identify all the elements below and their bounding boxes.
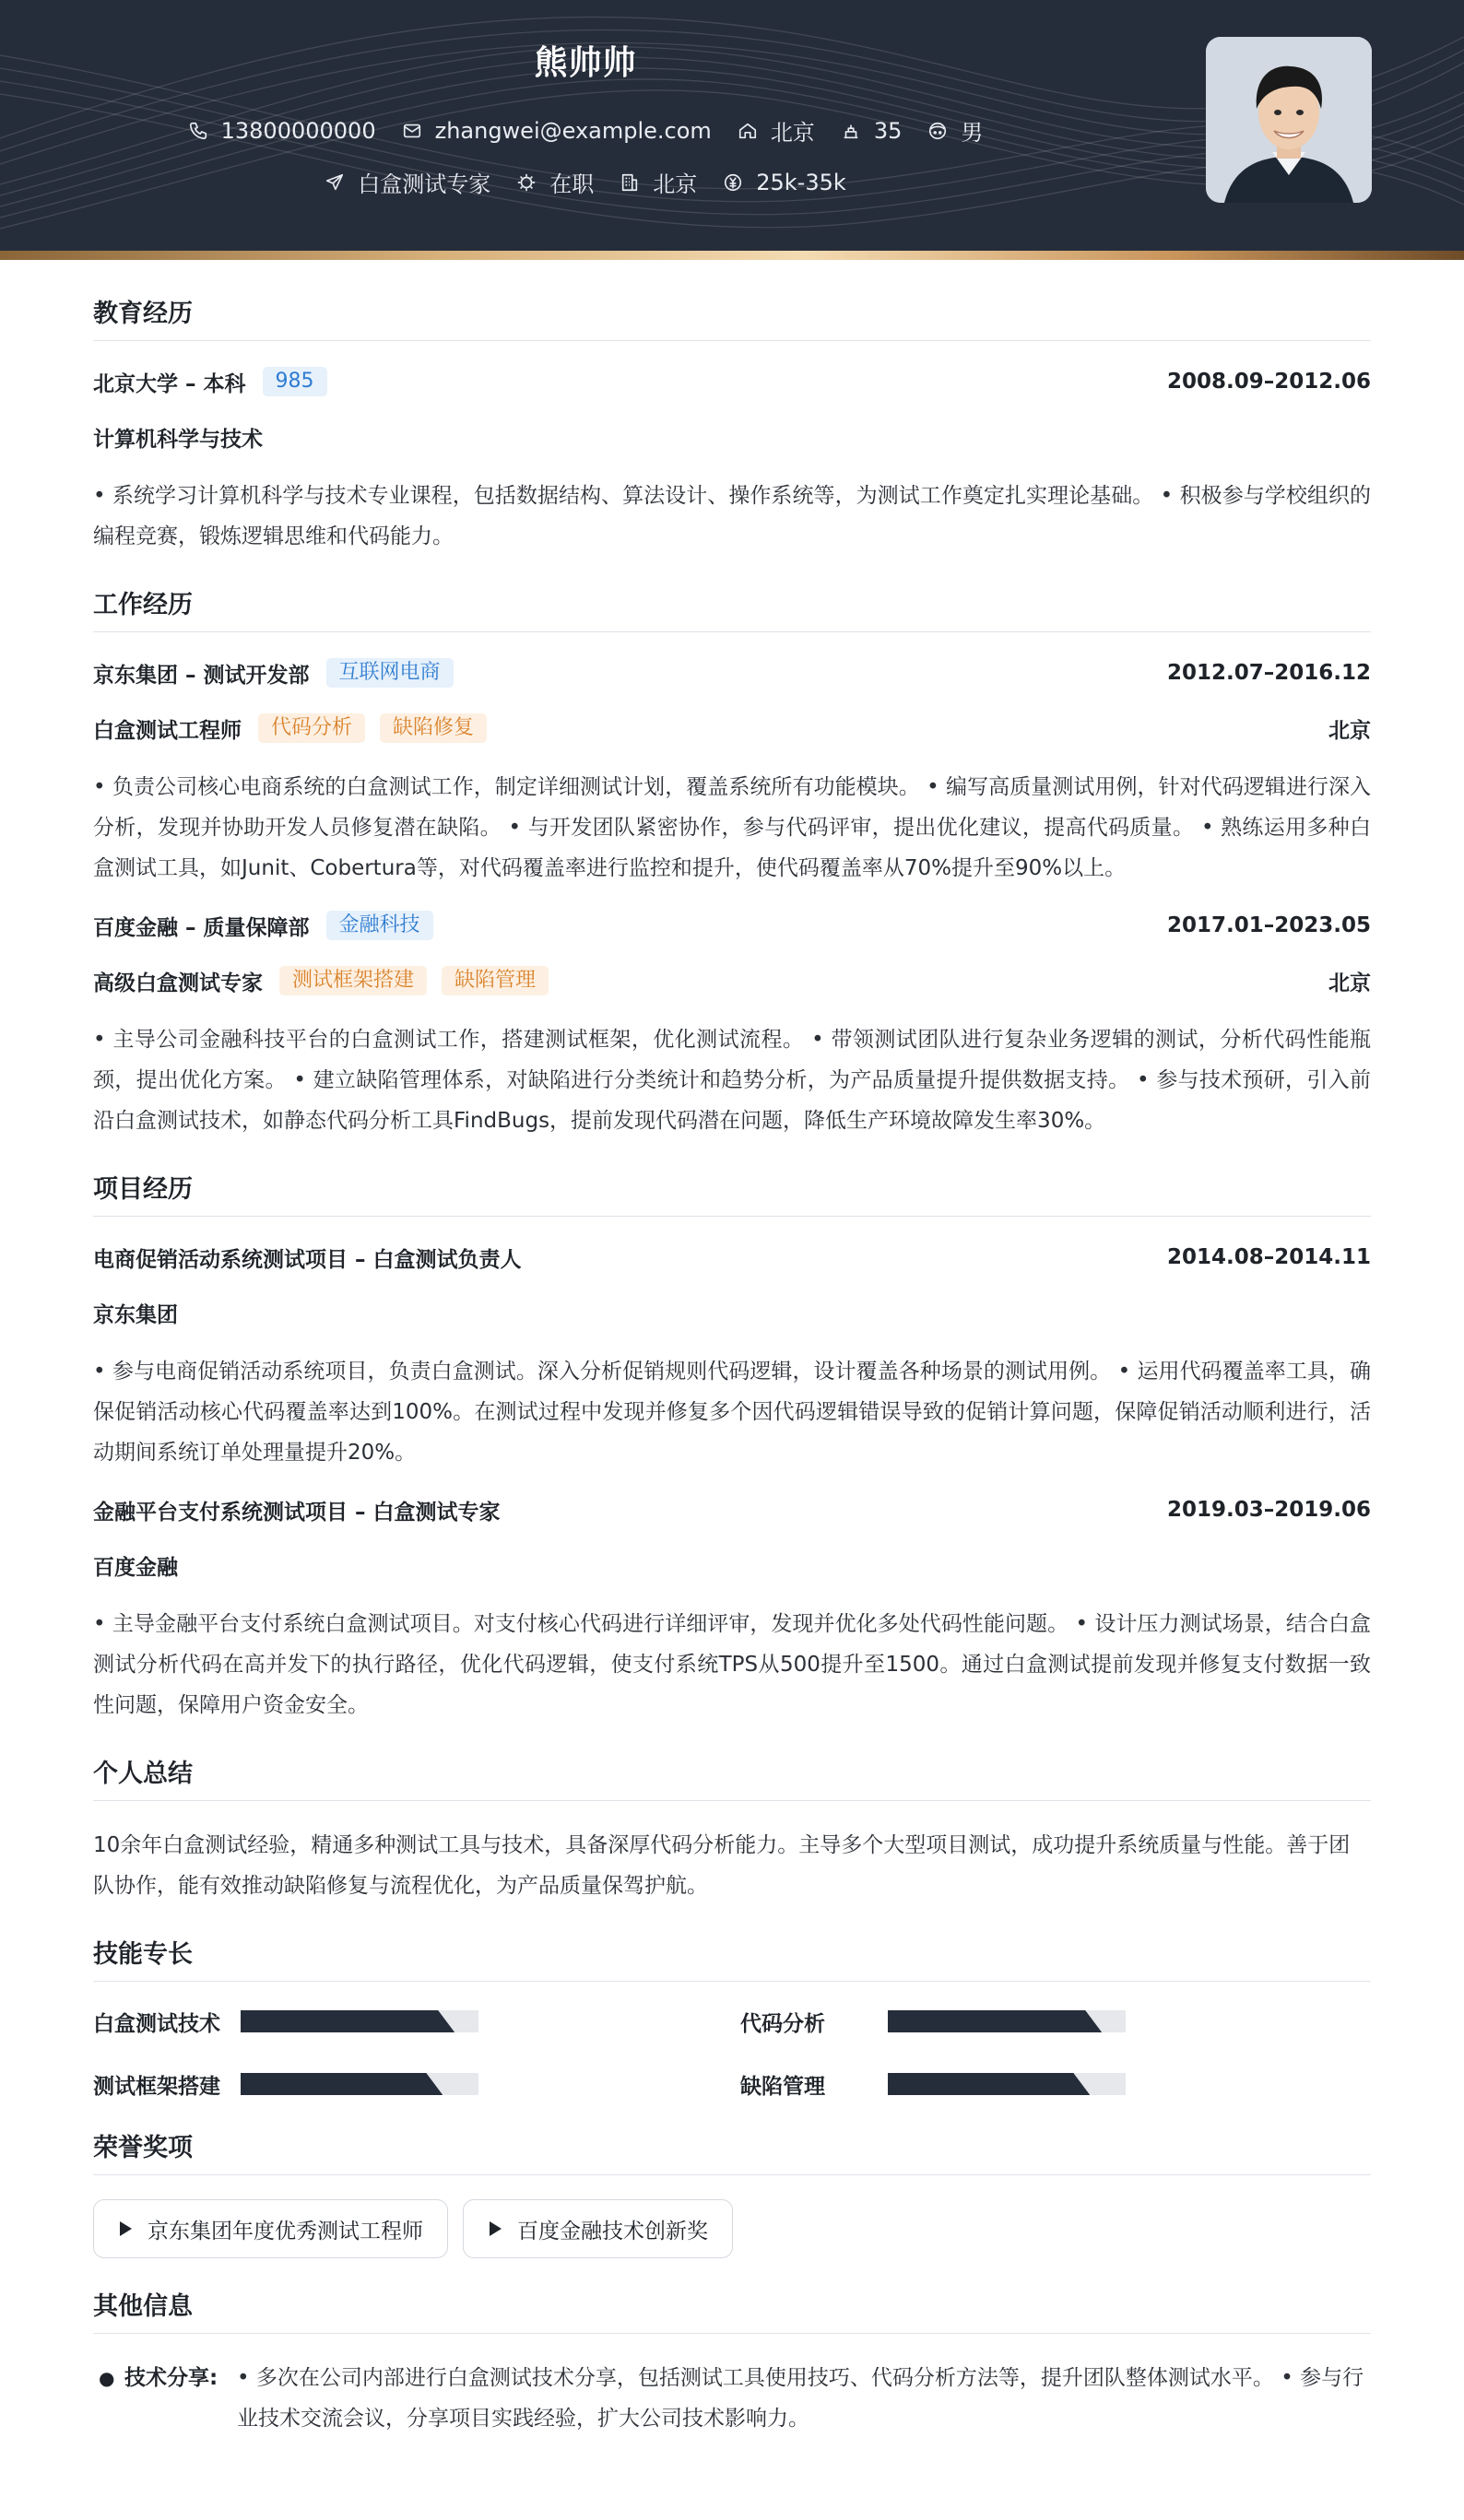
company-name: 百度金融 – 质量保障部 (93, 915, 310, 940)
section-title-awards: 荣誉奖项 (93, 2127, 1371, 2175)
salary-icon (723, 172, 743, 193)
resume-body (93, 293, 1371, 2467)
profile-photo (1206, 37, 1372, 203)
company-name: 京东集团 – 测试开发部 (93, 663, 310, 688)
work-entry (93, 909, 1371, 1141)
section-title-summary: 个人总结 (93, 1753, 1371, 1801)
project-name: 金融平台支付系统测试项目 – 白盒测试专家 (93, 1500, 501, 1525)
project-entry (93, 1241, 1371, 1473)
city-text: 北京 (770, 120, 815, 146)
skill-bar-fill (241, 2073, 443, 2095)
mail-icon (402, 121, 422, 141)
skill-bar (241, 2073, 478, 2095)
skill-name: 代码分析 (740, 2011, 825, 2036)
skill-bar (241, 2010, 478, 2032)
summary-section (93, 1753, 1371, 1906)
education-section (93, 293, 1371, 557)
work-city-item (620, 166, 697, 198)
salary-text: 25k-35k (756, 169, 846, 195)
skill-name: 缺陷管理 (740, 2074, 825, 2099)
job-intent-row (0, 166, 1171, 198)
work-desc: • 主导公司金融科技平台的白盒测试工作，搭建测试框架，优化测试流程。 • 带领测试团队进行复杂业务逻辑的测试，分析代码性能瓶颈，提出优化方案。 • 建立缺陷管理体系，对缺陷进行分类统计和趋势分析，为产品质量提升提供数据支持。 • 参与技术预研，引入前沿白盒测试技术，如静态代码分析工具FindBugs，提前发现代码潜在问题，降低生产环境故障发生率30%。 (93, 1028, 1371, 1133)
skill-tag: 代码分析 (258, 713, 365, 743)
title-item (325, 166, 490, 198)
work-city: 北京 (1328, 971, 1371, 995)
work-city-text: 北京 (653, 171, 698, 197)
status-icon (516, 172, 537, 193)
award-item (93, 2199, 448, 2258)
skill-tag: 测试框架搭建 (279, 966, 427, 995)
projects-section (93, 1169, 1371, 1725)
award-text: 京东集团年度优秀测试工程师 (148, 2219, 423, 2243)
email-text: zhangwei@example.com (434, 117, 712, 144)
phone-item (188, 118, 376, 144)
skills-grid (93, 2006, 1371, 2100)
gender-text: 男 (961, 120, 984, 146)
project-desc: • 参与电商促销活动系统项目，负责白盒测试。深入分析促销规则代码逻辑，设计覆盖各种场景的测试用例。 • 运用代码覆盖率工具，确保促销活动核心代码覆盖率达到100%。在测试过程中发现并修复多个因代码逻辑错误导致的促销计算问题，保障促销活动顺利进行，活动期间系统订单处理量提升20%。 (93, 1360, 1371, 1465)
other-section (93, 2286, 1371, 2439)
skill-name: 白盒测试技术 (93, 2011, 220, 2036)
education-entry (93, 365, 1371, 557)
work-desc: • 负责公司核心电商系统的白盒测试工作，制定详细测试计划，覆盖系统所有功能模块。 • 编写高质量测试用例，针对代码逻辑进行深入分析，发现并协助开发人员修复潜在缺陷。 • 与开发团队紧密协作，参与代码评审，提出优化建议，提高代码质量。 • 熟练运用多种白盒测试工具，如Junit、Cobertura等，对代码覆盖率进行监控和提升，使代码覆盖率从70%提升至90%以上。 (93, 775, 1371, 880)
resume-header (0, 0, 1464, 260)
phone-text: 13800000000 (220, 117, 376, 144)
title-text: 白盒测试专家 (358, 171, 491, 197)
education-major: 计算机科学与技术 (93, 427, 263, 452)
project-desc: • 主导金融平台支付系统白盒测试项目。对支付核心代码进行详细评审，发现并优化多处代码性能问题。 • 设计压力测试场景，结合白盒测试分析代码在高并发下的执行路径，优化代码逻辑，使支付系统TPS从500提升至1500。通过白盒测试提前发现并修复支付数据一致性问题，保障用户资金安全。 (93, 1612, 1371, 1717)
award-item (463, 2199, 733, 2258)
work-role: 高级白盒测试专家 (93, 971, 263, 995)
age-text: 35 (873, 117, 903, 144)
skill-item (740, 2006, 1371, 2037)
project-entry (93, 1493, 1371, 1725)
skill-bar (888, 2010, 1126, 2032)
header-gold-stripe (0, 251, 1464, 260)
skill-item (93, 2006, 740, 2037)
skill-bar-fill (241, 2010, 455, 2032)
school-name: 北京大学 – 本科 (93, 371, 246, 396)
education-desc: • 系统学习计算机科学与技术专业课程，包括数据结构、算法设计、操作系统等，为测试工作奠定扎实理论基础。 • 积极参与学校组织的编程竞赛，锻炼逻辑思维和代码能力。 (93, 484, 1371, 548)
project-name: 电商促销活动系统测试项目 – 白盒测试负责人 (93, 1247, 522, 1272)
work-section (93, 584, 1371, 1141)
skill-tag: 缺陷管理 (442, 966, 549, 995)
skill-bar (888, 2073, 1126, 2095)
project-org: 京东集团 (93, 1302, 178, 1327)
award-text: 百度金融技术创新奖 (517, 2219, 708, 2243)
age-item (841, 118, 903, 144)
status-item (516, 166, 594, 198)
play-triangle-icon (488, 2220, 502, 2237)
section-title-other: 其他信息 (93, 2286, 1371, 2334)
email-item (402, 118, 712, 144)
other-label: 技术分享: (124, 2366, 218, 2390)
work-city: 北京 (1328, 718, 1371, 743)
avatar-portrait (1206, 37, 1372, 203)
awards-list (93, 2199, 1371, 2258)
candidate-name: 熊帅帅 (534, 44, 637, 82)
home-icon (738, 121, 758, 141)
skill-name: 测试框架搭建 (93, 2074, 220, 2099)
city-item (738, 114, 815, 147)
awards-section (93, 2127, 1371, 2258)
salary-item (723, 170, 846, 195)
play-triangle-icon (118, 2220, 133, 2237)
other-item (93, 2358, 1371, 2439)
section-title-work: 工作经历 (93, 584, 1371, 632)
status-text: 在职 (549, 171, 595, 197)
skill-bar-fill (888, 2073, 1090, 2095)
project-org: 百度金融 (93, 1555, 178, 1580)
skill-tag: 缺陷修复 (380, 713, 487, 743)
skill-bar-fill (888, 2010, 1102, 2032)
skills-section (93, 1934, 1371, 2100)
contact-row (0, 114, 1171, 147)
industry-tag: 金融科技 (326, 911, 433, 940)
bullet-icon: ● (99, 2367, 115, 2389)
skill-item (740, 2068, 1371, 2100)
gender-item (927, 114, 983, 147)
education-date: 2008.09–2012.06 (1166, 370, 1371, 394)
section-title-projects: 项目经历 (93, 1169, 1371, 1217)
project-date: 2014.08–2014.11 (1166, 1245, 1371, 1269)
phone-icon (188, 121, 208, 141)
section-title-education: 教育经历 (93, 293, 1371, 341)
work-role: 白盒测试工程师 (93, 718, 242, 743)
work-date: 2017.01–2023.05 (1166, 913, 1371, 937)
summary-text: 10余年白盒测试经验，精通多种测试工具与技术，具备深厚代码分析能力。主导多个大型项目测试，成功提升系统质量与性能。善于团队协作，能有效推动缺陷修复与流程优化，为产品质量保驾护航。 (93, 1833, 1351, 1898)
send-icon (325, 172, 345, 193)
section-title-skills: 技能专长 (93, 1934, 1371, 1982)
project-date: 2019.03–2019.06 (1166, 1498, 1371, 1522)
other-text: • 多次在公司内部进行白盒测试技术分享，包括测试工具使用技巧、代码分析方法等，提升团队整体测试水平。 • 参与行业技术交流会议，分享项目实践经验，扩大公司技术影响力。 (237, 2366, 1364, 2431)
work-date: 2012.07–2016.12 (1166, 661, 1371, 685)
building-icon (620, 172, 640, 193)
work-entry (93, 656, 1371, 889)
school-tag: 985 (263, 367, 327, 396)
skill-item (93, 2068, 740, 2100)
gender-icon (927, 121, 948, 141)
industry-tag: 互联网电商 (326, 658, 454, 688)
age-icon (841, 121, 861, 141)
